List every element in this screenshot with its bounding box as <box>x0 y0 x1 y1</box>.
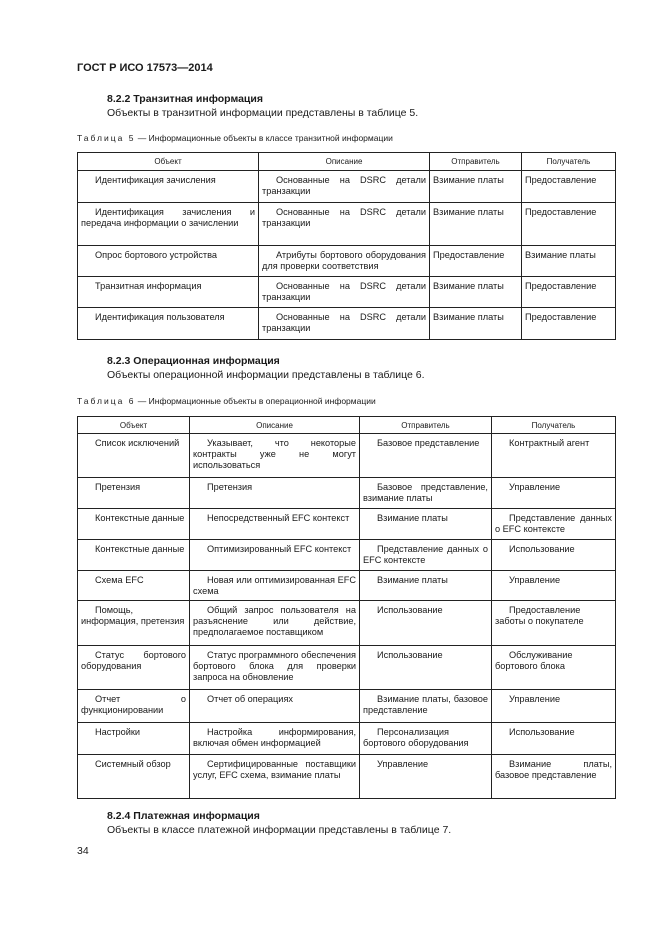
table-cell: Основанные на DSRC детали транзакции <box>259 203 430 246</box>
table-6-caption-text: — Информационные объекты в операционной информации <box>135 396 376 406</box>
table-cell: Основанные на DSRC детали транзакции <box>259 171 430 203</box>
table-6 <box>77 416 616 799</box>
table-cell: Предоставление заботы о покупателе <box>492 601 616 646</box>
table-cell: Отчет о функционировании <box>78 690 190 723</box>
table-cell: Использование <box>360 646 492 690</box>
table-cell: Основанные на DSRC детали транзакции <box>259 308 430 340</box>
table-6-header-object: Объект <box>78 417 190 434</box>
page-number: 34 <box>77 845 89 857</box>
table-cell: Взимание платы <box>430 203 522 246</box>
table-cell: Предоставление <box>522 203 616 246</box>
table-cell: Представление данных о EFC контексте <box>360 540 492 571</box>
table-cell: Контрактный агент <box>492 434 616 478</box>
table-cell: Настройка информирования, включая обмен информацией <box>190 723 360 755</box>
table-row <box>78 509 616 540</box>
table-row <box>78 690 616 723</box>
section-8-2-2-title: 8.2.2 Транзитная информация <box>107 93 263 105</box>
table-cell: Схема EFC <box>78 571 190 601</box>
table-cell: Управление <box>492 478 616 509</box>
table-cell: Статус бортового оборудования <box>78 646 190 690</box>
table-6-header-sender: Отправитель <box>360 417 492 434</box>
table-cell: Системный обзор <box>78 755 190 799</box>
table-cell: Основанные на DSRC детали транзакции <box>259 277 430 308</box>
table-cell: Взимание платы <box>430 277 522 308</box>
table-row <box>78 308 616 340</box>
table-row <box>78 601 616 646</box>
table-cell: Взимание платы, базовое представление <box>492 755 616 799</box>
table-row <box>78 478 616 509</box>
table-cell: Претензия <box>78 478 190 509</box>
table-cell: Сертифицированные поставщики услуг, EFC схема, взимание платы <box>190 755 360 799</box>
table-cell: Использование <box>492 540 616 571</box>
table-6-caption <box>77 396 376 406</box>
table-row <box>78 723 616 755</box>
table-cell: Взимание платы <box>522 246 616 277</box>
table-cell: Взимание платы <box>360 509 492 540</box>
table-cell: Помощь, информация, претензия <box>78 601 190 646</box>
table-row <box>78 277 616 308</box>
table-cell: Предоставление <box>522 171 616 203</box>
table-cell: Указывает, что некоторые контракты уже не могут использоваться <box>190 434 360 478</box>
table-cell: Статус программного обеспечения бортового блока для проверки запроса на обновление <box>190 646 360 690</box>
table-cell: Отчет об операциях <box>190 690 360 723</box>
table-cell: Идентификация пользователя <box>78 308 259 340</box>
table-cell: Общий запрос пользователя на разъяснение или действие, предполагаемое поставщиком <box>190 601 360 646</box>
table-cell: Опрос бортового устройства <box>78 246 259 277</box>
table-5-caption-prefix: Таблица 5 <box>77 133 136 143</box>
table-row <box>78 540 616 571</box>
section-8-2-2-text: Объекты в транзитной информации представлены в таблице 5. <box>107 107 419 119</box>
table-5 <box>77 152 616 340</box>
table-5-header-description: Описание <box>259 153 430 171</box>
table-cell: Список исключений <box>78 434 190 478</box>
table-cell: Транзитная информация <box>78 277 259 308</box>
section-8-2-3-title: 8.2.3 Операционная информация <box>107 355 280 367</box>
table-cell: Базовое представление <box>360 434 492 478</box>
table-5-caption-text: — Информационные объекты в классе транзитной информации <box>135 133 393 143</box>
table-cell: Настройки <box>78 723 190 755</box>
table-row <box>78 203 616 246</box>
table-cell: Персонализация бортового оборудования <box>360 723 492 755</box>
table-row <box>78 434 616 478</box>
table-cell: Предоставление <box>522 277 616 308</box>
table-5-caption <box>77 133 393 143</box>
table-cell: Использование <box>492 723 616 755</box>
table-cell: Претензия <box>190 478 360 509</box>
table-row <box>78 171 616 203</box>
table-cell: Оптимизированный EFC контекст <box>190 540 360 571</box>
section-8-2-4-text: Объекты в классе платежной информации представлены в таблице 7. <box>107 824 452 836</box>
table-cell: Базовое представление, взимание платы <box>360 478 492 509</box>
table-cell: Идентификация зачисления <box>78 171 259 203</box>
table-6-caption-prefix: Таблица 6 <box>77 396 136 406</box>
table-cell: Контекстные данные <box>78 540 190 571</box>
document-id: ГОСТ Р ИСО 17573—2014 <box>77 62 213 74</box>
table-cell: Управление <box>492 690 616 723</box>
table-cell: Управление <box>492 571 616 601</box>
table-cell: Управление <box>360 755 492 799</box>
table-cell: Новая или оптимизированная EFC схема <box>190 571 360 601</box>
table-cell: Взимание платы, базовое представление <box>360 690 492 723</box>
section-8-2-3-text: Объекты операционной информации представлены в таблице 6. <box>107 369 425 381</box>
table-cell: Взимание платы <box>430 308 522 340</box>
table-6-header-description: Описание <box>190 417 360 434</box>
table-row <box>78 755 616 799</box>
section-8-2-4-title: 8.2.4 Платежная информация <box>107 810 260 822</box>
table-cell: Предоставление <box>430 246 522 277</box>
table-cell: Представление данных о EFC контексте <box>492 509 616 540</box>
table-cell: Использование <box>360 601 492 646</box>
table-5-header-receiver: Получатель <box>522 153 616 171</box>
table-cell: Обслуживание бортового блока <box>492 646 616 690</box>
table-cell: Непосредственный EFC контекст <box>190 509 360 540</box>
table-cell: Взимание платы <box>360 571 492 601</box>
table-cell: Предоставление <box>522 308 616 340</box>
table-cell: Атрибуты бортового оборудования для проверки соответствия <box>259 246 430 277</box>
table-6-header-receiver: Получатель <box>492 417 616 434</box>
table-5-header-sender: Отправитель <box>430 153 522 171</box>
table-row <box>78 646 616 690</box>
table-cell: Контекстные данные <box>78 509 190 540</box>
table-5-header-object: Объект <box>78 153 259 171</box>
table-cell: Взимание платы <box>430 171 522 203</box>
table-row <box>78 571 616 601</box>
table-cell: Идентификация зачисления и передача информации о зачислении <box>78 203 259 246</box>
table-row <box>78 246 616 277</box>
